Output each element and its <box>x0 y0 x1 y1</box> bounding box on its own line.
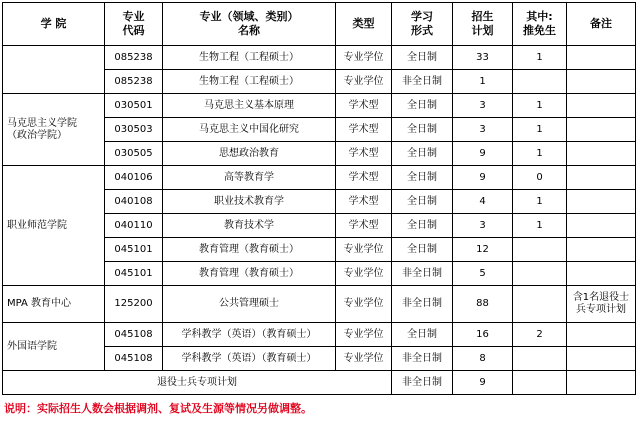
cell-plan: 88 <box>453 286 513 323</box>
cell-type: 专业学位 <box>336 262 392 286</box>
cell-exempt: 1 <box>513 214 567 238</box>
cell-type: 专业学位 <box>336 286 392 323</box>
cell-plan: 8 <box>453 347 513 371</box>
cell-exempt: 1 <box>513 142 567 166</box>
cell-exempt <box>513 70 567 94</box>
header-remark: 备注 <box>567 3 636 46</box>
adjustment-note: 说明：实际招生人数会根据调剂、复试及生源等情况另做调整。 <box>4 402 312 415</box>
cell-study-mode: 全日制 <box>392 238 453 262</box>
cell-remark <box>567 323 636 347</box>
college-cell-mpa: MPA 教育中心 <box>3 286 105 323</box>
cell-type: 专业学位 <box>336 70 392 94</box>
header-type: 类型 <box>336 3 392 46</box>
cell-remark <box>567 347 636 371</box>
cell-major-name: 教育技术学 <box>163 214 336 238</box>
cell-exempt: 1 <box>513 94 567 118</box>
cell-code: 085238 <box>105 46 163 70</box>
cell-type: 专业学位 <box>336 347 392 371</box>
cell-code: 040110 <box>105 214 163 238</box>
cell-exempt <box>513 238 567 262</box>
cell-code: 045108 <box>105 323 163 347</box>
cell-major-name: 生物工程（工程硕士） <box>163 46 336 70</box>
cell-study-mode: 全日制 <box>392 166 453 190</box>
cell-major-name: 生物工程（工程硕士） <box>163 70 336 94</box>
cell-type: 专业学位 <box>336 323 392 347</box>
cell-code: 085238 <box>105 70 163 94</box>
cell-plan: 9 <box>453 166 513 190</box>
cell-major-name: 马克思主义基本原理 <box>163 94 336 118</box>
cell-major-name: 职业技术教育学 <box>163 190 336 214</box>
admission-plan-table <box>2 2 636 395</box>
cell-type: 学术型 <box>336 190 392 214</box>
cell-plan: 33 <box>453 46 513 70</box>
header-exempt: 其中: 推免生 <box>513 3 567 46</box>
cell-code: 040106 <box>105 166 163 190</box>
veteran-plan-exempt <box>513 371 567 395</box>
cell-major-name: 教育管理（教育硕士） <box>163 238 336 262</box>
cell-exempt: 0 <box>513 166 567 190</box>
cell-study-mode: 全日制 <box>392 214 453 238</box>
cell-study-mode: 非全日制 <box>392 347 453 371</box>
college-cell-empty <box>3 46 105 94</box>
cell-plan: 4 <box>453 190 513 214</box>
veteran-plan-label: 退役士兵专项计划 <box>3 371 392 395</box>
cell-study-mode: 全日制 <box>392 94 453 118</box>
table-row <box>3 94 636 118</box>
cell-remark <box>567 238 636 262</box>
table-row <box>3 286 636 323</box>
cell-type: 专业学位 <box>336 238 392 262</box>
veteran-plan-remark <box>567 371 636 395</box>
cell-exempt <box>513 347 567 371</box>
cell-type: 专业学位 <box>336 46 392 70</box>
cell-code: 045108 <box>105 347 163 371</box>
cell-plan: 1 <box>453 70 513 94</box>
cell-study-mode: 非全日制 <box>392 286 453 323</box>
cell-major-name: 公共管理硕士 <box>163 286 336 323</box>
cell-remark: 含1名退役士兵专项计划 <box>567 286 636 323</box>
cell-study-mode: 全日制 <box>392 323 453 347</box>
cell-type: 学术型 <box>336 166 392 190</box>
veteran-plan-mode: 非全日制 <box>392 371 453 395</box>
cell-code: 030505 <box>105 142 163 166</box>
cell-type: 学术型 <box>336 94 392 118</box>
cell-study-mode: 非全日制 <box>392 262 453 286</box>
college-cell-marxism: 马克思主义学院 （政治学院） <box>3 94 105 166</box>
cell-major-name: 高等教育学 <box>163 166 336 190</box>
cell-plan: 3 <box>453 214 513 238</box>
cell-plan: 12 <box>453 238 513 262</box>
cell-study-mode: 非全日制 <box>392 70 453 94</box>
cell-remark <box>567 94 636 118</box>
header-major-name: 专业（领域、类别） 名称 <box>163 3 336 46</box>
header-study-mode: 学习 形式 <box>392 3 453 46</box>
cell-plan: 9 <box>453 142 513 166</box>
cell-study-mode: 全日制 <box>392 142 453 166</box>
cell-code: 045101 <box>105 262 163 286</box>
cell-exempt: 1 <box>513 118 567 142</box>
cell-major-name: 马克思主义中国化研究 <box>163 118 336 142</box>
cell-type: 学术型 <box>336 214 392 238</box>
cell-exempt <box>513 262 567 286</box>
cell-code: 030501 <box>105 94 163 118</box>
cell-plan: 3 <box>453 118 513 142</box>
header-college: 学 院 <box>3 3 105 46</box>
cell-code: 040108 <box>105 190 163 214</box>
college-cell-foreign-languages: 外国语学院 <box>3 323 105 371</box>
cell-remark <box>567 214 636 238</box>
cell-study-mode: 全日制 <box>392 46 453 70</box>
cell-major-name: 教育管理（教育硕士） <box>163 262 336 286</box>
cell-exempt: 1 <box>513 46 567 70</box>
veteran-plan-row <box>3 371 636 395</box>
cell-major-name: 思想政治教育 <box>163 142 336 166</box>
table-row <box>3 166 636 190</box>
cell-code: 045101 <box>105 238 163 262</box>
cell-remark <box>567 262 636 286</box>
cell-remark <box>567 166 636 190</box>
cell-exempt <box>513 286 567 323</box>
college-cell-vocational: 职业师范学院 <box>3 166 105 286</box>
cell-plan: 16 <box>453 323 513 347</box>
table-row <box>3 46 636 70</box>
cell-type: 学术型 <box>336 142 392 166</box>
cell-remark <box>567 46 636 70</box>
cell-remark <box>567 118 636 142</box>
cell-major-name: 学科教学（英语）（教育硕士） <box>163 323 336 347</box>
cell-major-name: 学科教学（英语）（教育硕士） <box>163 347 336 371</box>
cell-remark <box>567 190 636 214</box>
cell-exempt: 2 <box>513 323 567 347</box>
table-row <box>3 323 636 347</box>
veteran-plan-count: 9 <box>453 371 513 395</box>
header-enrollment-plan: 招生 计划 <box>453 3 513 46</box>
cell-remark <box>567 142 636 166</box>
table-header-row <box>3 3 636 46</box>
cell-plan: 3 <box>453 94 513 118</box>
cell-type: 学术型 <box>336 118 392 142</box>
cell-study-mode: 全日制 <box>392 190 453 214</box>
header-code: 专业 代码 <box>105 3 163 46</box>
cell-code: 030503 <box>105 118 163 142</box>
cell-remark <box>567 70 636 94</box>
cell-exempt: 1 <box>513 190 567 214</box>
cell-study-mode: 全日制 <box>392 118 453 142</box>
cell-code: 125200 <box>105 286 163 323</box>
cell-plan: 5 <box>453 262 513 286</box>
